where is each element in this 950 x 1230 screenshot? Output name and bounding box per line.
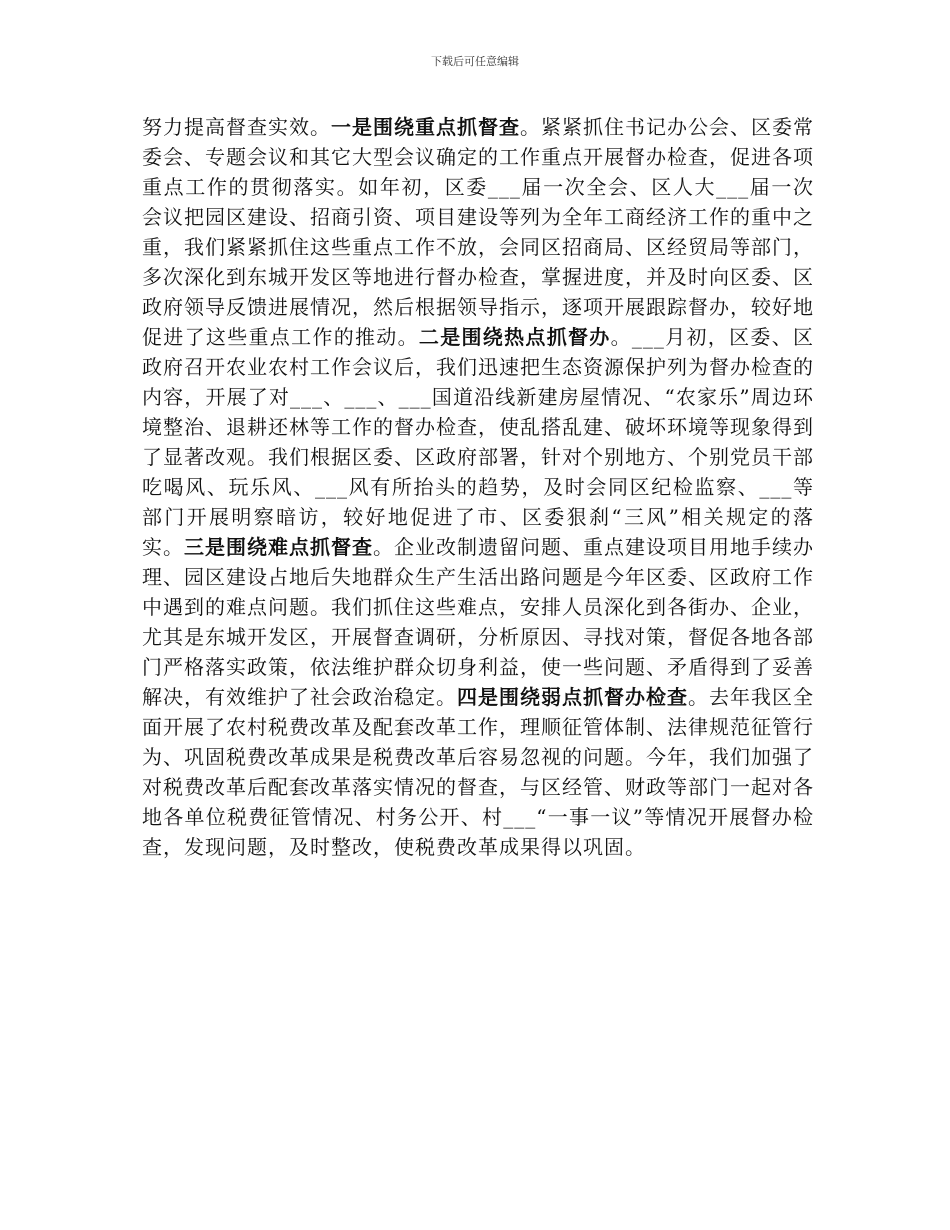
text-segment: 。___月初，区委、区政府召开农业农村工作会议后，我们迅速把生态资源保护列为督办检查的内容，开展了对___、___、___国道沿线新建房屋情况、“农家乐”周边环境整治、退耕还林等工作的督办检查，使乱搭乱建、破坏环境等现象得到了显著改观。我们根据区委、区政府部署，针对个别地方、个别党员干部吃喝风、玩乐风、___风有所抬头的趋势，及时会同区纪检监察、___等部门开展明察暗访，较好地促进了市、区委狠刹“三风”相关规定的落实。 <box>142 325 815 559</box>
bold-heading-segment: 二是围绕热点抓督办 <box>418 325 611 349</box>
body-paragraph <box>142 112 814 862</box>
bold-heading-segment: 三是围绕难点抓督查 <box>184 535 373 559</box>
page-header: 下载后可任意编辑 <box>431 55 519 68</box>
text-segment: 努力提高督查实效。 <box>142 115 331 139</box>
text-segment: 。企业改制遗留问题、重点建设项目用地手续办理、园区建设占地后失地群众生产生活出路问题是今年区委、区政府工作中遇到的难点问题。我们抓住这些难点，安排人员深化到各街办、企业，尤其是东城开发区，开展督查调研，分析原因、寻找对策，督促各地各部门严格落实政策，依法维护群众切身利益，使一些问题、矛盾得到了妥善解决，有效维护了社会政治稳定。 <box>142 535 814 709</box>
bold-heading-segment: 一是围绕重点抓督查 <box>331 115 520 139</box>
bold-heading-segment: 四是围绕弱点抓督办检查 <box>457 685 688 709</box>
text-segment: 。去年我区全面开展了农村税费改革及配套改革工作，理顺征管体制、法律规范征管行为、巩固税费改革成果是税费改革后容易忽视的问题。今年，我们加强了对税费改革后配套改革落实情况的督查，与区经管、财政等部门一起对各地各单位税费征管情况、村务公开、村___“一事一议”等情况开展督办检查，发现问题，及时整改，使税费改革成果得以巩固。 <box>142 685 814 859</box>
text-segment: 。紧紧抓住书记办公会、区委常委会、专题会议和其它大型会议确定的工作重点开展督办检查，促进各项重点工作的贯彻落实。如年初，区委___届一次全会、区人大___届一次会议把园区建设、招商引资、项目建设等列为全年工商经济工作的重中之重，我们紧紧抓住这些重点工作不放，会同区招商局、区经贸局等部门，多次深化到东城开发区等地进行督办检查，掌握进度，并及时向区委、区政府领导反馈进展情况，然后根据领导指示，逐项开展跟踪督办，较好地促进了这些重点工作的推动。 <box>142 115 814 349</box>
